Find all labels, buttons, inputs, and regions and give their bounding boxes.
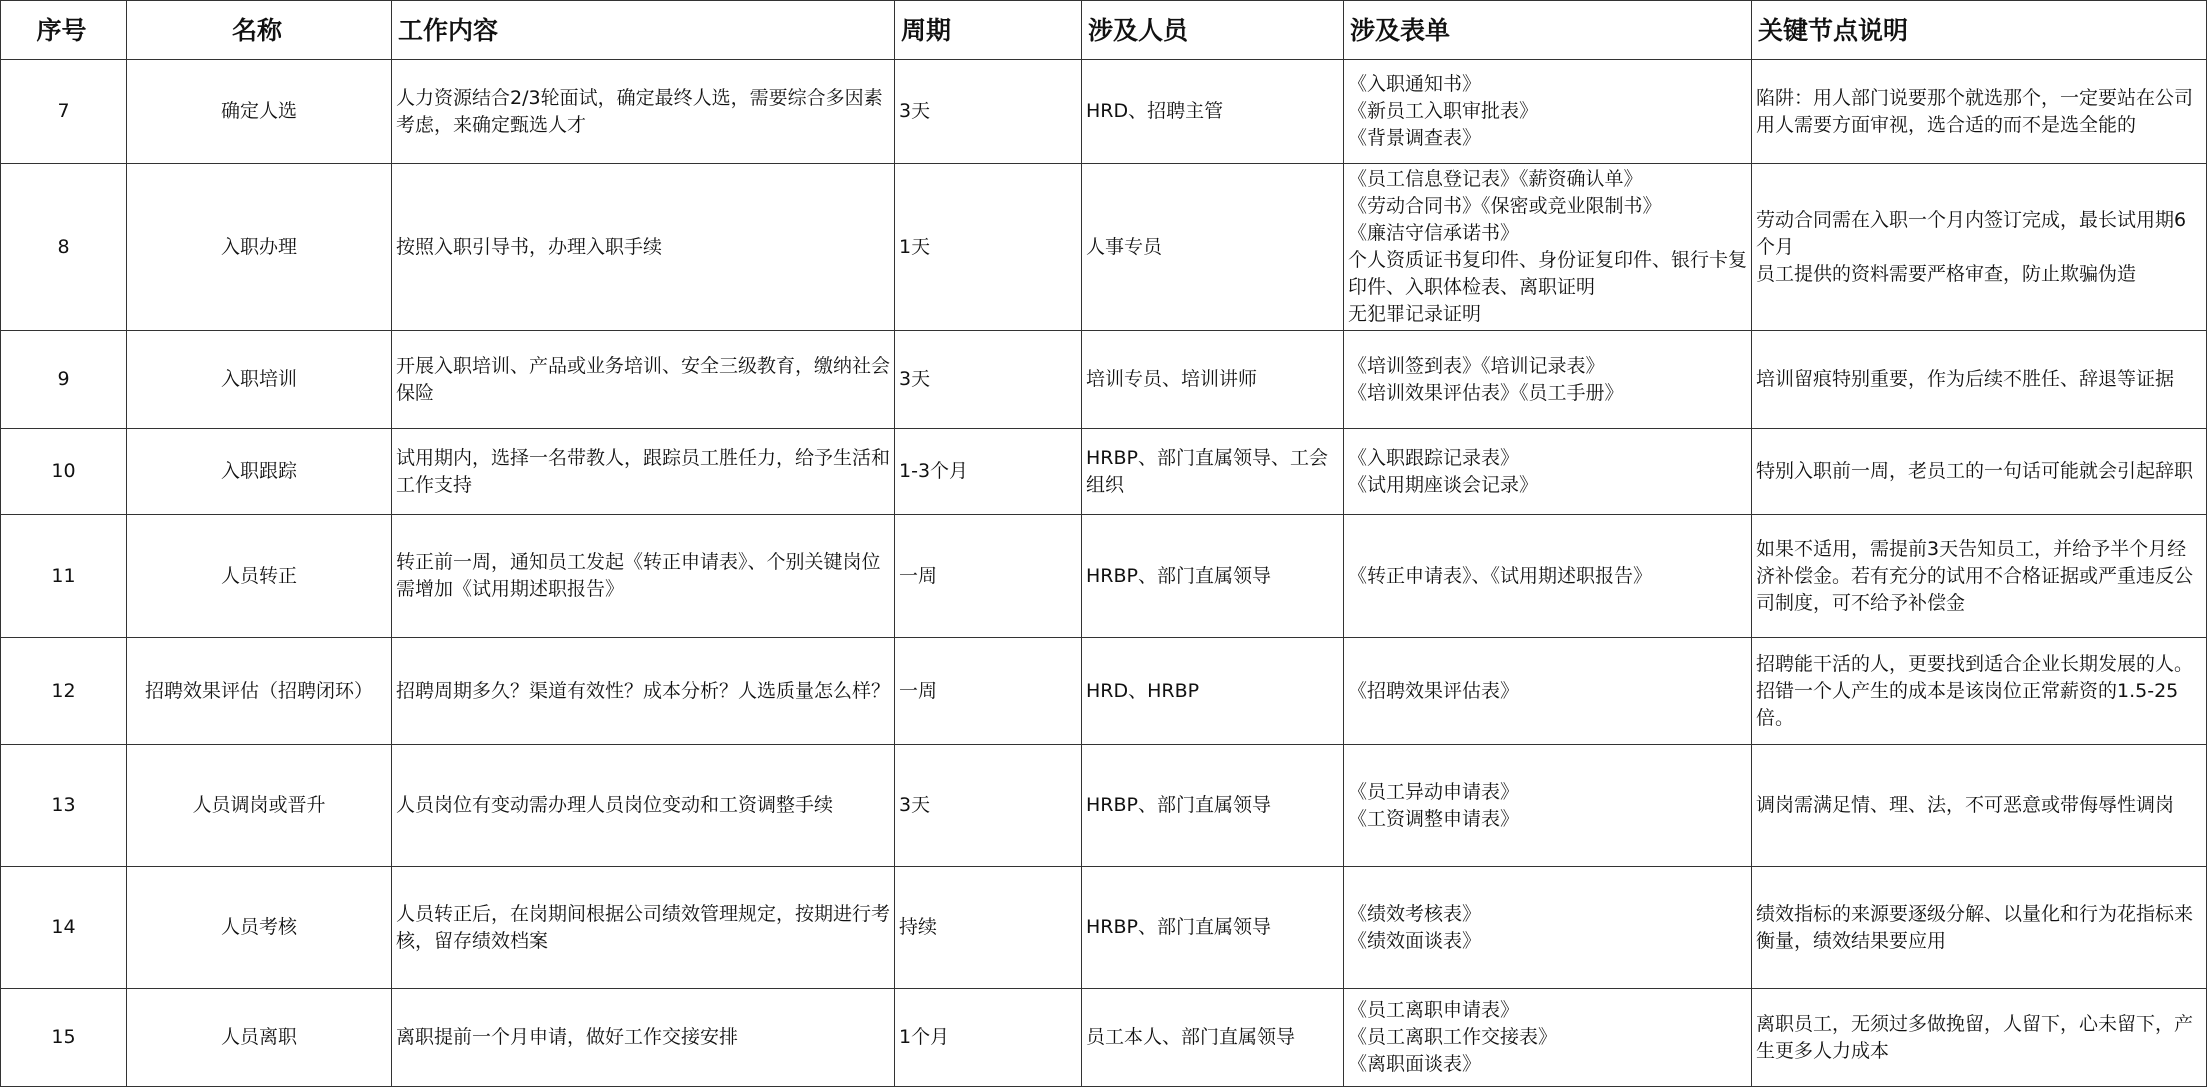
cell-content: 人员岗位有变动需办理人员岗位变动和工资调整手续 xyxy=(392,745,895,867)
cell-name: 招聘效果评估（招聘闭环） xyxy=(127,638,392,745)
cell-content: 人员转正后，在岗期间根据公司绩效管理规定，按期进行考核，留存绩效档案 xyxy=(392,867,895,989)
table-row xyxy=(1,331,2207,429)
cell-notes: 绩效指标的来源要逐级分解、以量化和行为花指标来衡量，绩效结果要应用 xyxy=(1752,867,2207,989)
cell-period: 3天 xyxy=(895,60,1082,164)
cell-forms: 《入职跟踪记录表》 《试用期座谈会记录》 xyxy=(1344,429,1752,515)
cell-content: 离职提前一个月申请，做好工作交接安排 xyxy=(392,989,895,1087)
cell-people: 人事专员 xyxy=(1082,164,1344,331)
cell-forms: 《员工离职申请表》 《员工离职工作交接表》 《离职面谈表》 xyxy=(1344,989,1752,1087)
cell-period: 3天 xyxy=(895,745,1082,867)
header-period: 周期 xyxy=(895,1,1082,60)
cell-people: HRBP、部门直属领导 xyxy=(1082,745,1344,867)
cell-content: 招聘周期多久？渠道有效性？成本分析？人选质量怎么样？ xyxy=(392,638,895,745)
table-row xyxy=(1,745,2207,867)
cell-period: 1天 xyxy=(895,164,1082,331)
table-row xyxy=(1,989,2207,1087)
cell-period: 持续 xyxy=(895,867,1082,989)
cell-notes: 调岗需满足情、理、法，不可恶意或带侮辱性调岗 xyxy=(1752,745,2207,867)
cell-notes: 特别入职前一周，老员工的一句话可能就会引起辞职 xyxy=(1752,429,2207,515)
cell-people: HRBP、部门直属领导、工会组织 xyxy=(1082,429,1344,515)
cell-no: 10 xyxy=(1,429,127,515)
cell-name: 人员调岗或晋升 xyxy=(127,745,392,867)
cell-period: 一周 xyxy=(895,638,1082,745)
header-forms: 涉及表单 xyxy=(1344,1,1752,60)
cell-content: 试用期内，选择一名带教人，跟踪员工胜任力，给予生活和工作支持 xyxy=(392,429,895,515)
cell-no: 12 xyxy=(1,638,127,745)
cell-name: 确定人选 xyxy=(127,60,392,164)
cell-content: 按照入职引导书，办理入职手续 xyxy=(392,164,895,331)
header-people: 涉及人员 xyxy=(1082,1,1344,60)
cell-period: 1-3个月 xyxy=(895,429,1082,515)
cell-people: 培训专员、培训讲师 xyxy=(1082,331,1344,429)
cell-people: 员工本人、部门直属领导 xyxy=(1082,989,1344,1087)
cell-notes: 招聘能干活的人，更要找到适合企业长期发展的人。招错一个人产生的成本是该岗位正常薪资的1.5-25倍。 xyxy=(1752,638,2207,745)
cell-content: 转正前一周，通知员工发起《转正申请表》、个别关键岗位需增加《试用期述职报告》 xyxy=(392,515,895,638)
cell-forms: 《绩效考核表》 《绩效面谈表》 xyxy=(1344,867,1752,989)
cell-no: 8 xyxy=(1,164,127,331)
table-row xyxy=(1,638,2207,745)
table-row xyxy=(1,867,2207,989)
header-notes: 关键节点说明 xyxy=(1752,1,2207,60)
cell-no: 13 xyxy=(1,745,127,867)
cell-content: 人力资源结合2/3轮面试，确定最终人选，需要综合多因素考虑，来确定甄选人才 xyxy=(392,60,895,164)
cell-people: HRBP、部门直属领导 xyxy=(1082,515,1344,638)
cell-forms: 《培训签到表》《培训记录表》 《培训效果评估表》《员工手册》 xyxy=(1344,331,1752,429)
cell-period: 1个月 xyxy=(895,989,1082,1087)
cell-notes: 劳动合同需在入职一个月内签订完成，最长试用期6个月 员工提供的资料需要严格审查，防止欺骗伪造 xyxy=(1752,164,2207,331)
cell-no: 7 xyxy=(1,60,127,164)
cell-forms: 《员工信息登记表》《薪资确认单》 《劳动合同书》《保密或竞业限制书》 《廉洁守信承诺书》 个人资质证书复印件、身份证复印件、银行卡复印件、入职体检表、离职证明 无犯罪记录证明 xyxy=(1344,164,1752,331)
cell-content: 开展入职培训、产品或业务培训、安全三级教育，缴纳社会保险 xyxy=(392,331,895,429)
cell-no: 14 xyxy=(1,867,127,989)
table-row xyxy=(1,164,2207,331)
cell-people: HRD、HRBP xyxy=(1082,638,1344,745)
cell-no: 9 xyxy=(1,331,127,429)
cell-notes: 陷阱：用人部门说要那个就选那个，一定要站在公司用人需要方面审视，选合适的而不是选全能的 xyxy=(1752,60,2207,164)
cell-forms: 《入职通知书》 《新员工入职审批表》 《背景调查表》 xyxy=(1344,60,1752,164)
table-row xyxy=(1,60,2207,164)
cell-notes: 如果不适用，需提前3天告知员工，并给予半个月经济补偿金。若有充分的试用不合格证据或严重违反公司制度，可不给予补偿金 xyxy=(1752,515,2207,638)
cell-period: 3天 xyxy=(895,331,1082,429)
cell-name: 入职跟踪 xyxy=(127,429,392,515)
header-content: 工作内容 xyxy=(392,1,895,60)
cell-no: 15 xyxy=(1,989,127,1087)
cell-forms: 《转正申请表》、《试用期述职报告》 xyxy=(1344,515,1752,638)
cell-name: 人员考核 xyxy=(127,867,392,989)
cell-no: 11 xyxy=(1,515,127,638)
cell-notes: 离职员工，无须过多做挽留，人留下，心未留下，产生更多人力成本 xyxy=(1752,989,2207,1087)
cell-notes: 培训留痕特别重要，作为后续不胜任、辞退等证据 xyxy=(1752,331,2207,429)
cell-forms: 《招聘效果评估表》 xyxy=(1344,638,1752,745)
cell-people: HRD、招聘主管 xyxy=(1082,60,1344,164)
cell-name: 入职办理 xyxy=(127,164,392,331)
header-name: 名称 xyxy=(127,1,392,60)
table-row xyxy=(1,515,2207,638)
cell-name: 入职培训 xyxy=(127,331,392,429)
cell-name: 人员离职 xyxy=(127,989,392,1087)
table-row xyxy=(1,429,2207,515)
cell-forms: 《员工异动申请表》 《工资调整申请表》 xyxy=(1344,745,1752,867)
cell-period: 一周 xyxy=(895,515,1082,638)
cell-name: 人员转正 xyxy=(127,515,392,638)
header-row xyxy=(1,1,2207,60)
cell-people: HRBP、部门直属领导 xyxy=(1082,867,1344,989)
header-no: 序号 xyxy=(1,1,127,60)
